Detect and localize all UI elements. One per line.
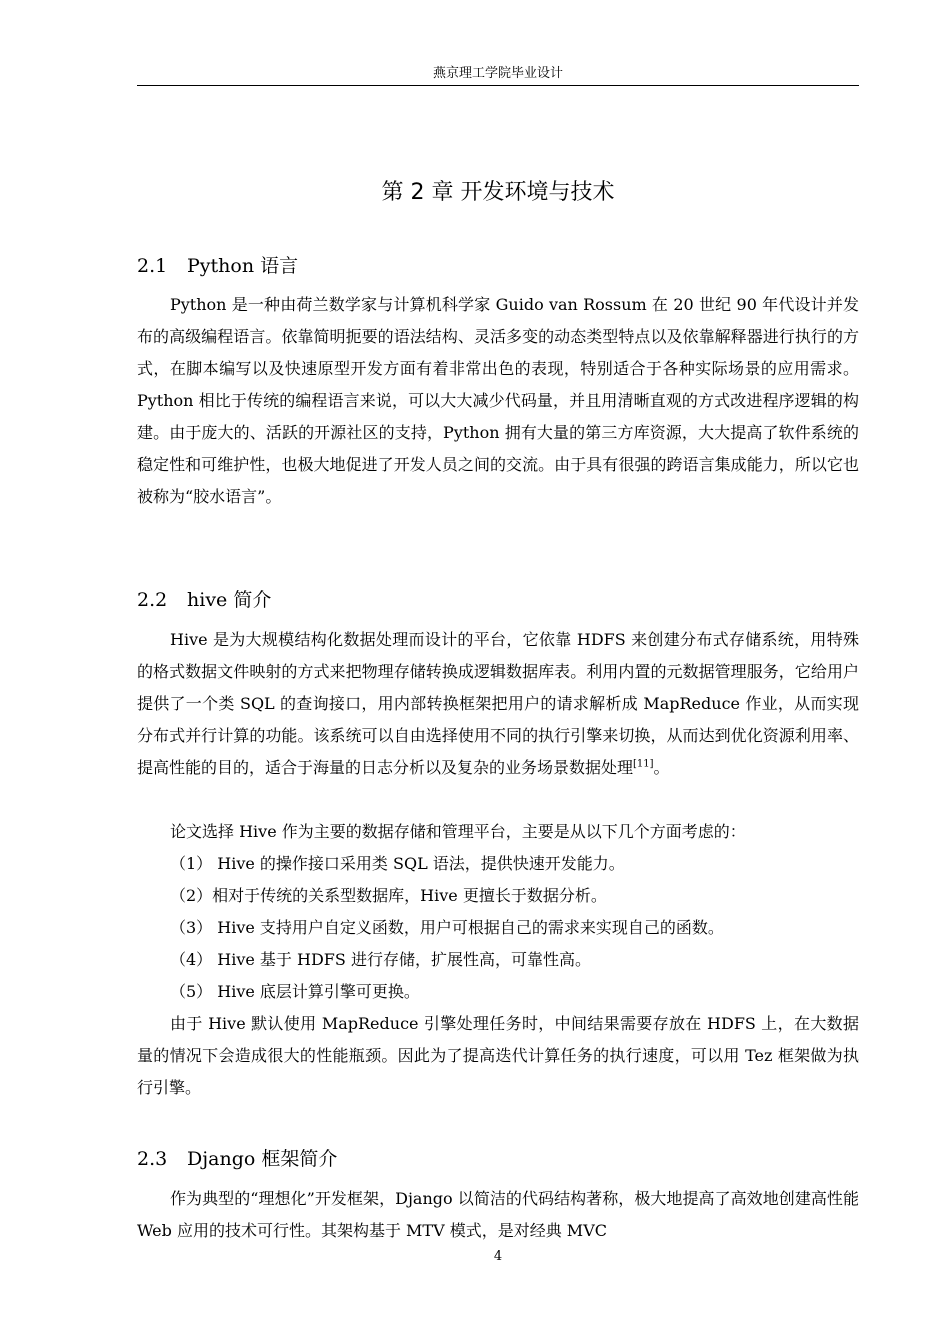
citation-ref: [11]	[633, 758, 654, 770]
paragraph-hive-tez: 由于 Hive 默认使用 MapReduce 引擎处理任务时，中间结果需要存放在 HDFS 上，在大数据量的情况下会造成很大的性能瓶颈。因此为了提高迭代计算任务的执行速度，可以用 Tez 框架做为执行引擎。	[137, 1014, 859, 1097]
page-number: 4	[493, 1249, 503, 1264]
section-heading-2-2	[137, 586, 859, 614]
running-header: 燕京理工学院毕业设计	[432, 66, 563, 81]
paragraph-hive-intro	[137, 624, 859, 784]
section-title: hive 简介	[187, 589, 272, 611]
list-item: （1） Hive 的操作接口采用类 SQL 语法，提供快速开发能力。	[170, 854, 625, 873]
list-item: （5） Hive 底层计算引擎可更换。	[170, 982, 420, 1001]
paragraph-hive-reasons: 论文选择 Hive 作为主要的数据存储和管理平台，主要是从以下几个方面考虑的：	[170, 822, 746, 841]
header-rule	[137, 85, 859, 86]
section-heading-2-3	[137, 1145, 859, 1173]
paragraph-python: Python 是一种由荷兰数学家与计算机科学家 Guido van Rossum 在 20 世纪 90 年代设计并发布的高级编程语言。依靠简明扼要的语法结构、灵活多变的动态类型特点以及依靠解释器进行执行的方式，在脚本编写以及快速原型开发方面有着非常出色的表现，特别适合于各种实际场景的应用需求。Python 相比于传统的编程语言来说，可以大大减少代码量，并且用清晰直观的方式改进程序逻辑的构建。由于庞大的、活跃的开源社区的支持，Python 拥有大量的第三方库资源，大大提高了软件系统的稳定性和可维护性，也极大地促进了开发人员之间的交流。由于具有很强的跨语言集成能力，所以它也被称为“胶水语言”。	[137, 295, 859, 506]
paragraph-tail: 。	[653, 758, 670, 777]
section-number: 2.2	[137, 589, 168, 611]
list-item: （4） Hive 基于 HDFS 进行存储，扩展性高，可靠性高。	[170, 950, 591, 969]
document-page	[137, 0, 859, 1344]
chapter-title: 第 2 章 开发环境与技术	[381, 180, 615, 205]
paragraph-django: 作为典型的“理想化”开发框架，Django 以简洁的代码结构著称，极大地提高了高效地创建高性能 Web 应用的技术可行性。其架构基于 MTV 模式，是对经典 MVC	[137, 1189, 859, 1240]
section-title: Django 框架简介	[187, 1148, 338, 1170]
list-item: （2）相对于传统的关系型数据库，Hive 更擅长于数据分析。	[170, 886, 607, 905]
section-number: 2.1	[137, 255, 168, 277]
list-item: （3） Hive 支持用户自定义函数，用户可根据自己的需求来实现自己的函数。	[170, 918, 724, 937]
section-heading-2-1	[137, 252, 859, 280]
paragraph-text: Hive 是为大规模结构化数据处理而设计的平台，它依靠 HDFS 来创建分布式存储系统，用特殊的格式数据文件映射的方式来把物理存储转换成逻辑数据库表。利用内置的元数据管理服务，它给用户提供了一个类 SQL 的查询接口，用内部转换框架把用户的请求解析成 MapReduce 作业，从而实现分布式并行计算的功能。该系统可以自由选择使用不同的执行引擎来切换，从而达到优化资源利用率、提高性能的目的，适合于海量的日志分析以及复杂的业务场景数据处理	[137, 630, 859, 777]
section-title: Python 语言	[187, 255, 299, 277]
section-number: 2.3	[137, 1148, 168, 1170]
